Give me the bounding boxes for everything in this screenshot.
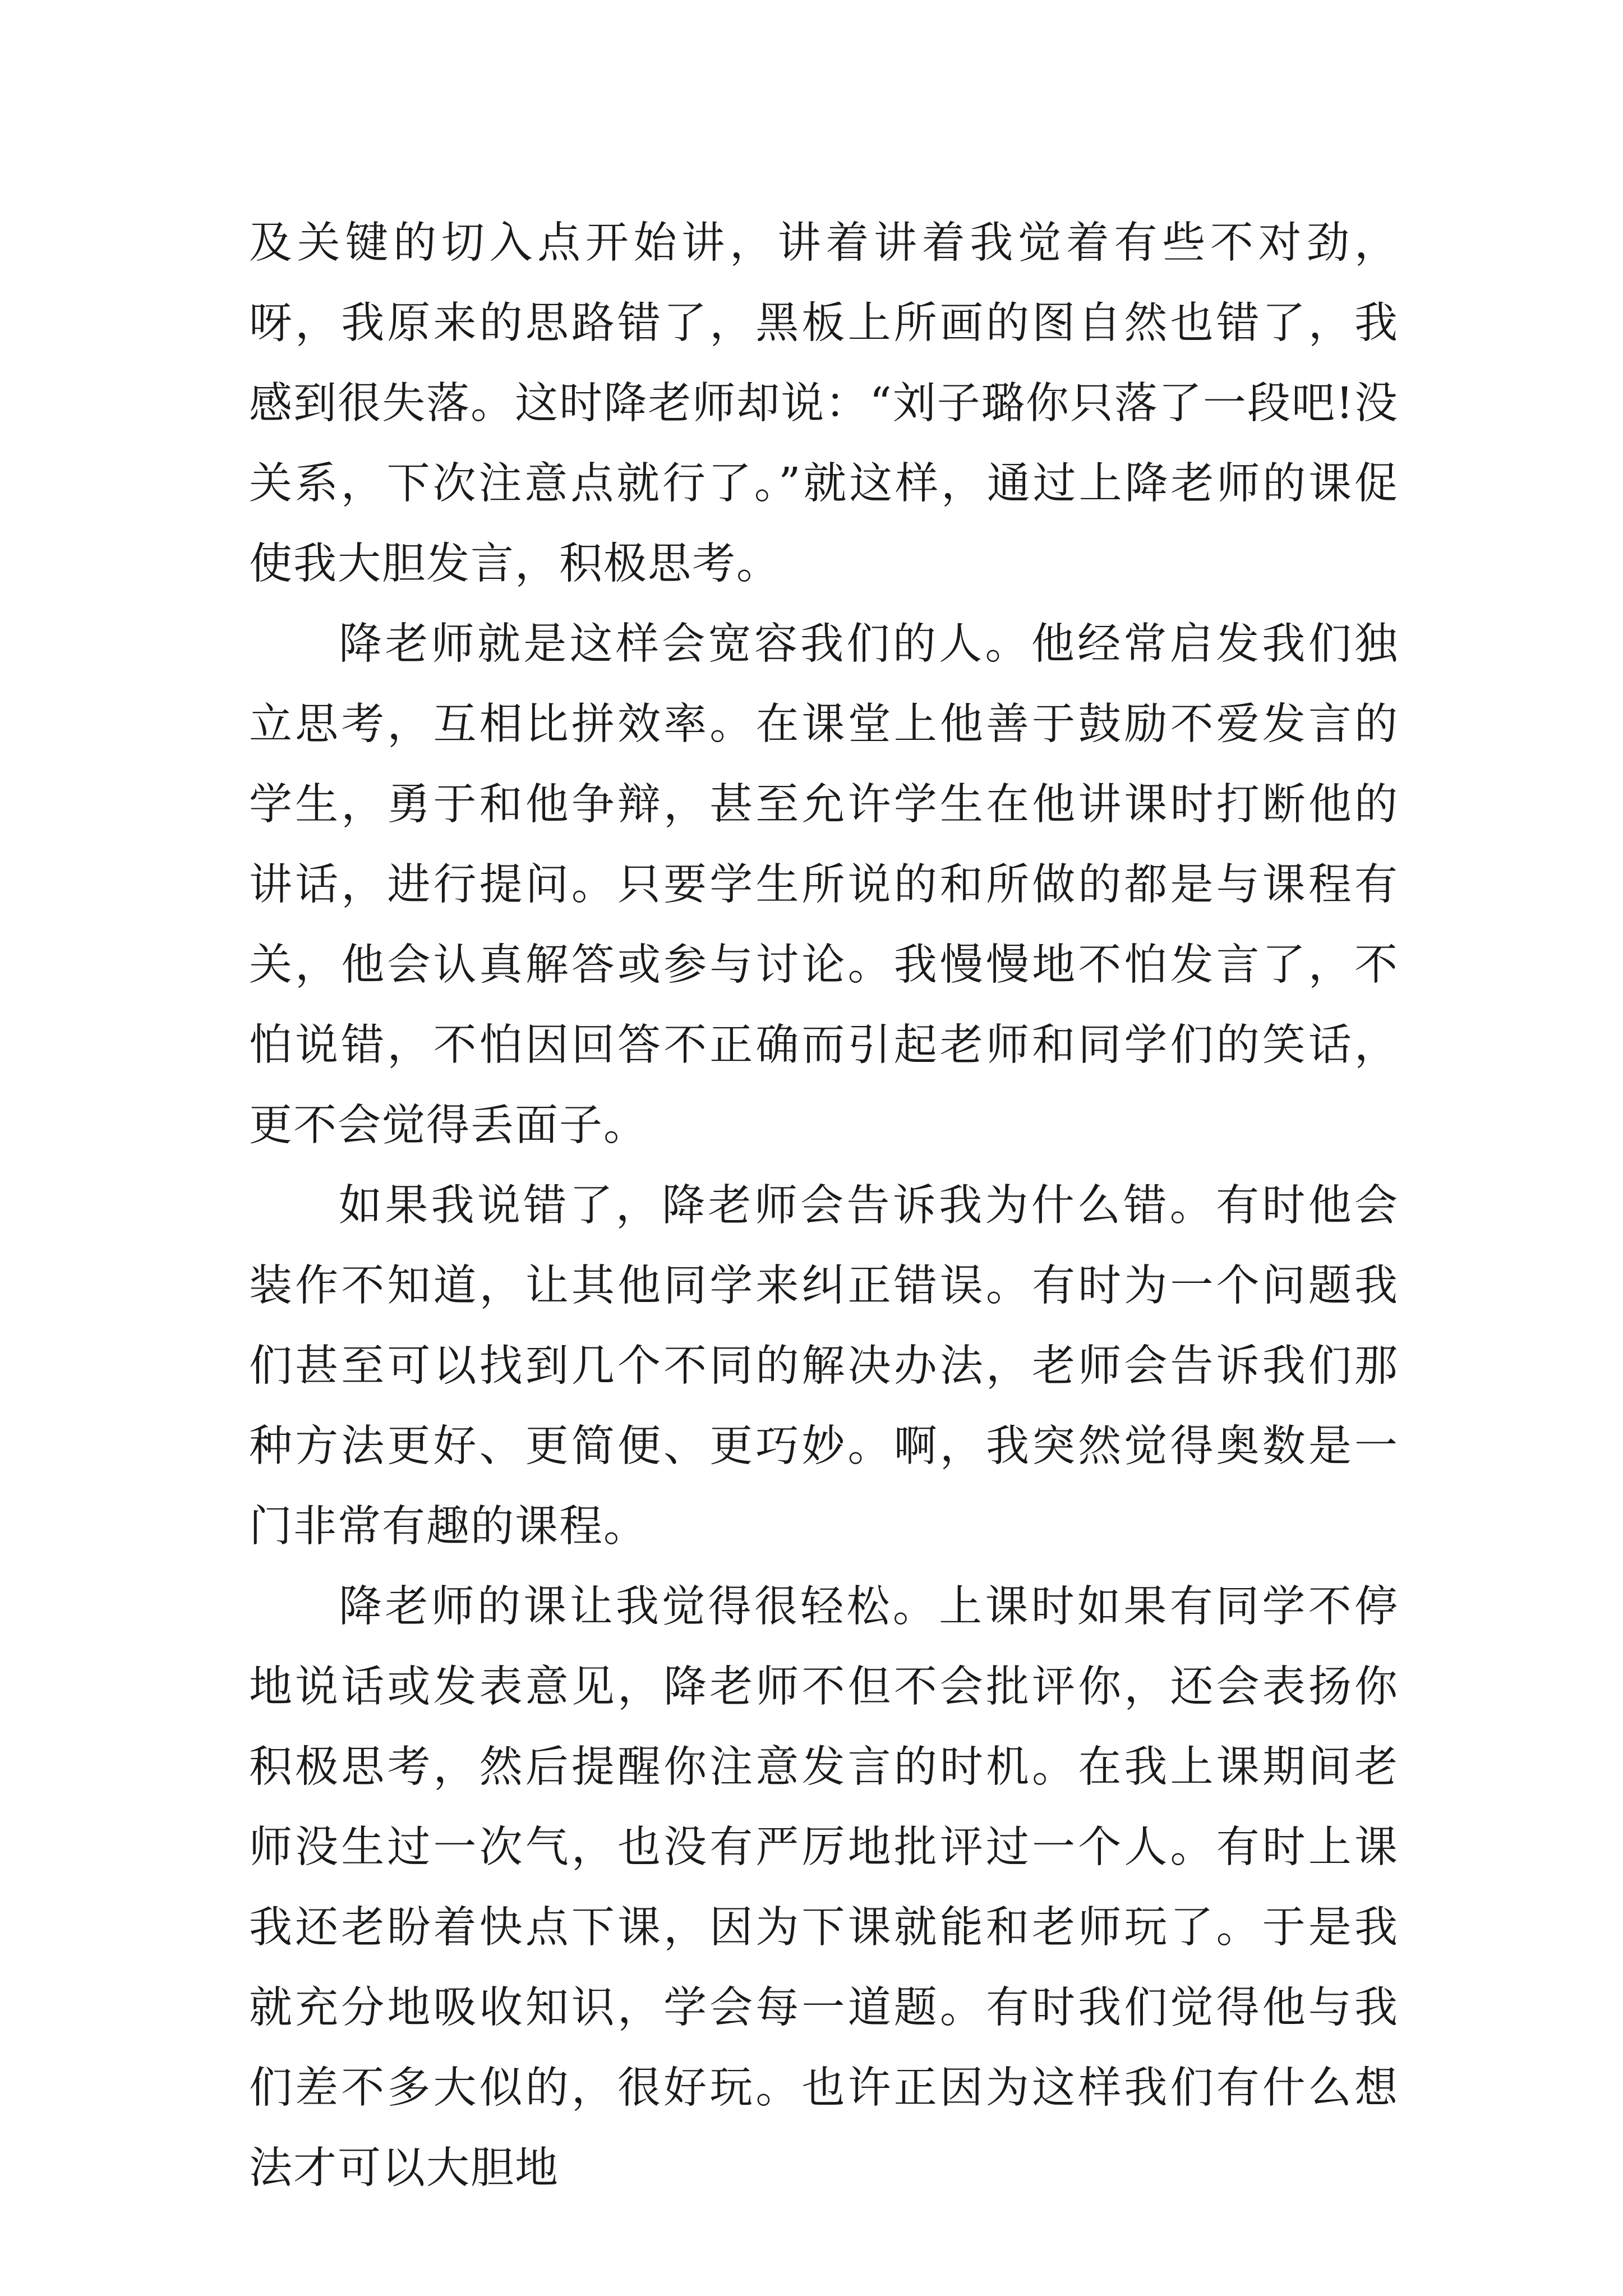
document-body xyxy=(249,203,1399,2208)
paragraph-3: 如果我说错了，降老师会告诉我为什么错。有时他会装作不知道，让其他同学来纠正错误。有时为一个问题我们甚至可以找到几个不同的解决办法，老师会告诉我们那种方法更好、更简便、更巧妙。啊，我突然觉得奥数是一门非常有趣的课程。 xyxy=(249,1181,1399,1552)
paragraph-4: 降老师的课让我觉得很轻松。上课时如果有同学不停地说话或发表意见，降老师不但不会批评你，还会表扬你积极思考，然后提醒你注意发言的时机。在我上课期间老师没生过一次气，也没有严厉地批评过一个人。有时上课我还老盼着快点下课，因为下课就能和老师玩了。于是我就充分地吸收知识，学会每一道题。有时我们觉得他与我们差不多大似的，很好玩。也许正因为这样我们有什么想法才可以大胆地 xyxy=(249,1582,1399,2193)
paragraph-2: 降老师就是这样会宽容我们的人。他经常启发我们独立思考，互相比拼效率。在课堂上他善于鼓励不爱发言的学生，勇于和他争辩，甚至允许学生在他讲课时打断他的讲话，进行提问。只要学生所说的和所做的都是与课程有关，他会认真解答或参与讨论。我慢慢地不怕发言了，不怕说错，不怕因回答不正确而引起老师和同学们的笑话，更不会觉得丢面子。 xyxy=(249,619,1399,1151)
paragraph-1: 及关键的切入点开始讲，讲着讲着我觉着有些不对劲，呀，我原来的思路错了，黑板上所画的图自然也错了，我感到很失落。这时降老师却说：“刘子璐你只落了一段吧!没关系，下次注意点就行了。”就这样，通过上降老师的课促使我大胆发言，积极思考。 xyxy=(249,218,1399,589)
